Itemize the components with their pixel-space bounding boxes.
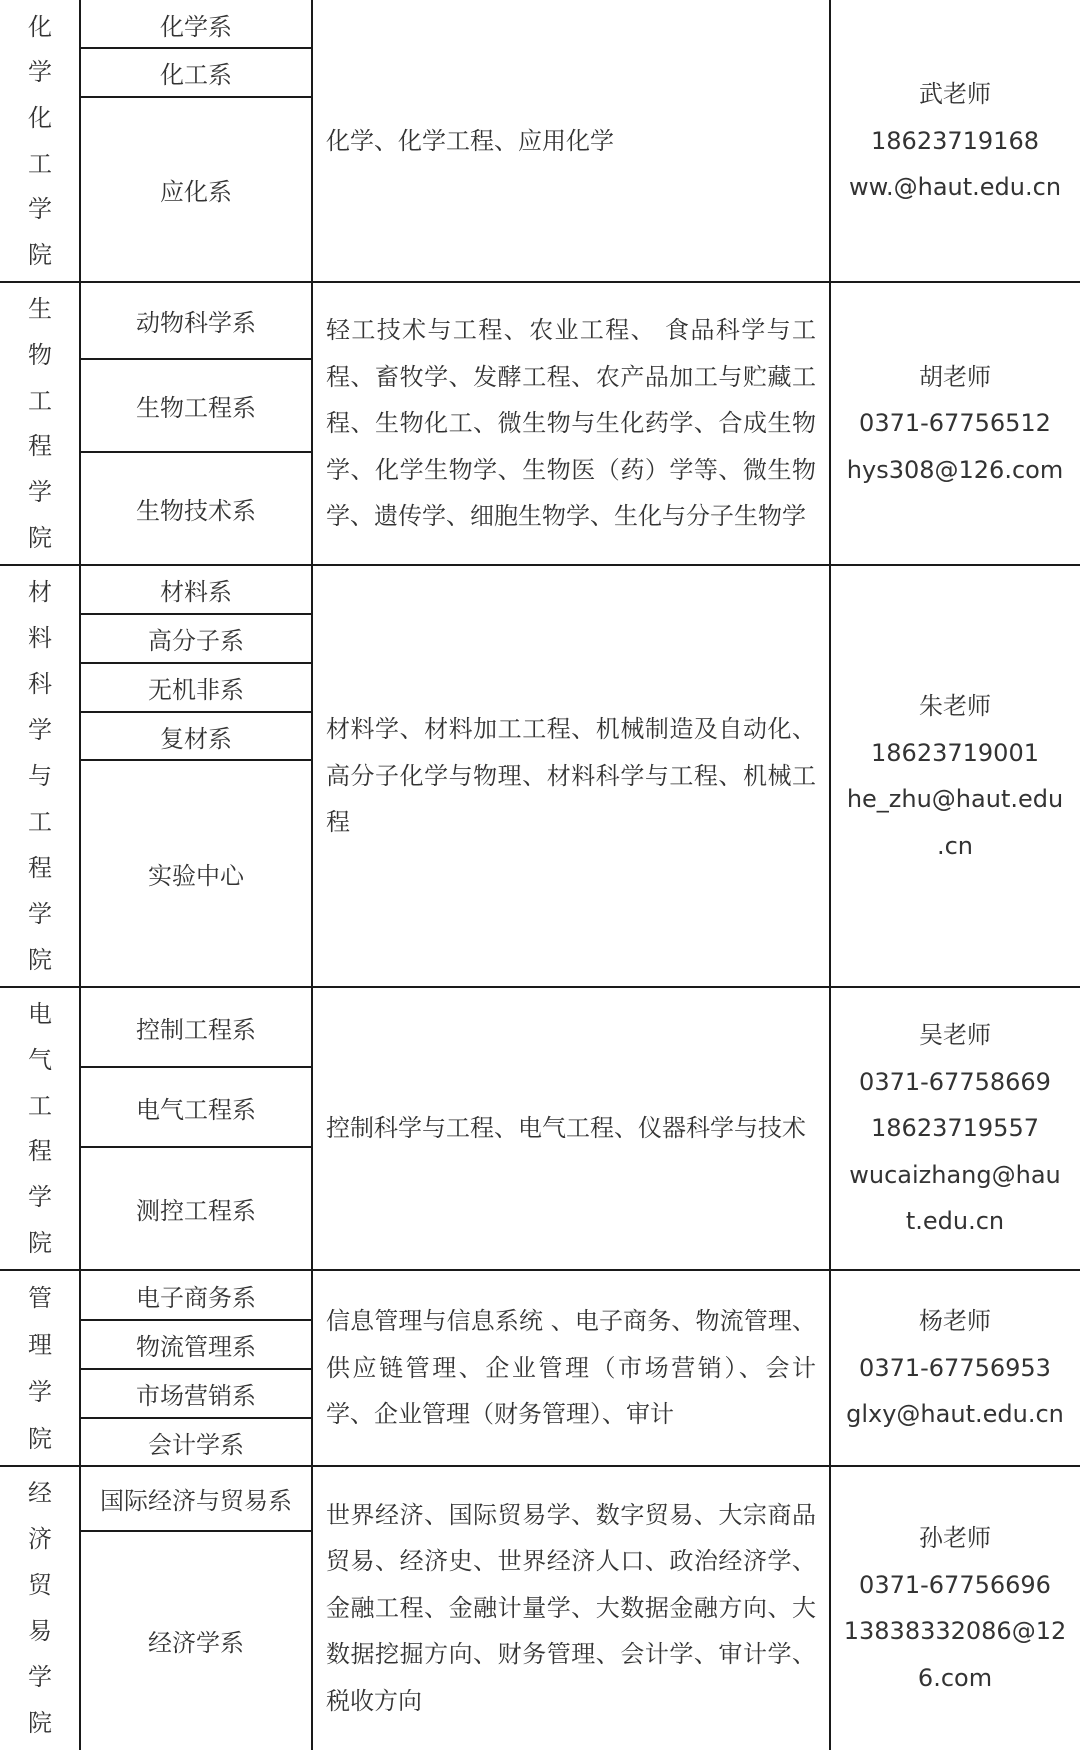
- department-name: 测控工程系: [136, 1197, 256, 1225]
- department-divider: [80, 451, 312, 453]
- college-name-char: 学: [28, 716, 52, 744]
- department-divider: [80, 1417, 312, 1419]
- college-name-char: 学: [28, 1663, 52, 1691]
- contact-teacher: 孙老师: [919, 1524, 991, 1552]
- department-name: 电气工程系: [136, 1095, 256, 1124]
- contact-phone: 0371-67756696: [859, 1570, 1051, 1599]
- department-divider: [80, 358, 312, 360]
- college-name-char: 经: [28, 1479, 52, 1507]
- college-name: [0, 987, 80, 1270]
- department-divider: [80, 1368, 312, 1370]
- college-name-char: 济: [28, 1525, 52, 1553]
- college-name-char: 学: [28, 1183, 52, 1212]
- college-name-char: 料: [28, 624, 52, 652]
- contact-email: ww.@haut.edu.cn: [848, 173, 1062, 202]
- department-divider: [80, 613, 312, 615]
- department-name: 控制工程系: [136, 1015, 256, 1044]
- college-name-char: 院: [28, 1709, 52, 1737]
- contact-email: wucaizhang@hau: [849, 1160, 1061, 1189]
- contact-email: he_zhu@haut.edu: [846, 785, 1064, 813]
- contact-info: [830, 565, 1080, 987]
- contact-teacher: 杨老师: [919, 1307, 991, 1336]
- college-name-char: 生: [28, 294, 52, 323]
- majors-text-content: 轻工技术与工程、农业工程、 食品科学与工程、畜牧学、发酵工程、农产品加工与贮藏工程、生物化工、微生物与生化药学、合成生物学、化学生物学、生物医（药）学等、微生物学、遗传学、细胞生物学、生化与分子生物学: [326, 316, 816, 531]
- department-divider: [80, 96, 312, 98]
- contact-phone: 0371-67758669: [859, 1067, 1051, 1096]
- contact-email: glxy@haut.edu.cn: [846, 1400, 1064, 1429]
- department-name: 市场营销系: [136, 1382, 256, 1410]
- department-name: 国际经济与贸易系: [100, 1487, 292, 1515]
- college-name-char: 工: [28, 808, 52, 836]
- department-divider: [80, 47, 312, 49]
- college-name-char: 管: [28, 1283, 52, 1312]
- majors-text: [312, 565, 830, 987]
- college-name-char: 物: [28, 340, 52, 369]
- department-name: 生物工程系: [136, 394, 256, 422]
- column-divider: [311, 0, 313, 1750]
- contact-phone: 18623719168: [871, 126, 1039, 155]
- department-name: 化工系: [160, 61, 232, 89]
- department-name: 经济学系: [148, 1629, 244, 1657]
- department-name: 动物科学系: [136, 309, 256, 337]
- department-divider: [80, 1530, 312, 1532]
- college-name-char: 学: [28, 478, 52, 507]
- contact-email: 13838332086@12: [843, 1617, 1067, 1645]
- contact-phone: 0371-67756512: [859, 409, 1051, 438]
- department-divider: [80, 711, 312, 713]
- college-name-char: 工: [28, 149, 52, 178]
- college-name-char: 气: [28, 1045, 52, 1074]
- contact-info: [830, 0, 1080, 282]
- majors-text-content: 化学、化学工程、应用化学: [326, 126, 614, 155]
- column-divider: [829, 0, 831, 1750]
- college-name-char: 学: [28, 195, 52, 224]
- contact-phone: 18623719557: [871, 1114, 1039, 1143]
- contact-teacher: 朱老师: [919, 692, 991, 720]
- college-name-char: 科: [28, 670, 52, 698]
- majors-text: [312, 0, 830, 282]
- majors-text-content: 世界经济、国际贸易学、数字贸易、大宗商品贸易、经济史、世界经济人口、政治经济学、金融工程、金融计量学、大数据金融方向、大数据挖掘方向、财务管理、会计学、审计学、税收方向: [326, 1500, 816, 1715]
- department-divider: [80, 1319, 312, 1321]
- department-name: 高分子系: [148, 627, 244, 655]
- college-name: [0, 1466, 80, 1750]
- majors-text: [312, 282, 830, 565]
- college-name-char: 工: [28, 386, 52, 415]
- department-name: 电子商务系: [136, 1283, 256, 1312]
- contact-phone: 18623719001: [871, 738, 1039, 767]
- contact-email: 6.com: [917, 1663, 993, 1692]
- contact-phone: 0371-67756953: [859, 1353, 1051, 1382]
- department-name: 生物技术系: [136, 497, 256, 525]
- department-divider: [80, 662, 312, 664]
- contact-email: t.edu.cn: [905, 1207, 1005, 1236]
- department-name: 材料系: [160, 578, 232, 606]
- department-name: 会计学系: [148, 1430, 244, 1459]
- contact-teacher: 胡老师: [919, 362, 991, 391]
- department-name: 复材系: [160, 724, 232, 753]
- college-name-char: 电: [28, 999, 52, 1028]
- college-name-char: 材: [28, 578, 52, 606]
- college-name-char: 易: [28, 1617, 52, 1645]
- department-name: 实验中心: [148, 862, 244, 890]
- college-name-char: 院: [28, 946, 52, 974]
- department-name: 物流管理系: [136, 1333, 256, 1361]
- college-name-char: 理: [28, 1330, 52, 1359]
- contact-teacher: 吴老师: [919, 1021, 991, 1050]
- contact-info: [830, 987, 1080, 1270]
- contact-email: hys308@126.com: [846, 455, 1064, 484]
- college-name: [0, 1270, 80, 1466]
- college-name-char: 工: [28, 1091, 52, 1120]
- contact-teacher: 武老师: [919, 80, 991, 109]
- college-name-char: 学: [28, 1377, 52, 1406]
- contact-info: [830, 1466, 1080, 1750]
- department-divider: [80, 1066, 312, 1068]
- majors-text: [312, 1270, 830, 1466]
- contact-info: [830, 282, 1080, 565]
- majors-text-content: 材料学、材料加工工程、机械制造及自动化、高分子化学与物理、材料科学与工程、机械工程: [326, 715, 816, 837]
- college-name-char: 学: [28, 900, 52, 928]
- majors-text: [312, 1466, 830, 1750]
- contact-info: [830, 1270, 1080, 1466]
- college-name-char: 化: [28, 104, 52, 133]
- college-name: [0, 282, 80, 565]
- department-name: 化学系: [160, 12, 232, 41]
- department-divider: [80, 1146, 312, 1148]
- college-name-char: 学: [28, 58, 52, 87]
- column-divider: [79, 0, 81, 1750]
- majors-text-content: 控制科学与工程、电气工程、仪器科学与技术: [326, 1114, 806, 1143]
- department-name: 无机非系: [148, 676, 244, 704]
- college-name-char: 院: [28, 1229, 52, 1258]
- college-name-char: 院: [28, 524, 52, 553]
- college-name-char: 与: [28, 762, 52, 790]
- majors-text-content: 信息管理与信息系统 、电子商务、物流管理、供应链管理、企业管理（市场营销）、会计学、企业管理（财务管理）、审计: [326, 1307, 816, 1429]
- contact-email: .cn: [936, 831, 974, 860]
- college-name-char: 程: [28, 432, 52, 461]
- college-name: [0, 565, 80, 987]
- college-name-char: 院: [28, 1424, 52, 1453]
- college-name-char: 程: [28, 854, 52, 882]
- college-name-char: 贸: [28, 1571, 52, 1599]
- majors-text: [312, 987, 830, 1270]
- college-name-char: 化: [28, 12, 52, 41]
- department-name: 应化系: [160, 178, 232, 206]
- college-name-char: 院: [28, 241, 52, 270]
- college-name: [0, 0, 80, 282]
- college-name-char: 程: [28, 1137, 52, 1166]
- department-divider: [80, 759, 312, 761]
